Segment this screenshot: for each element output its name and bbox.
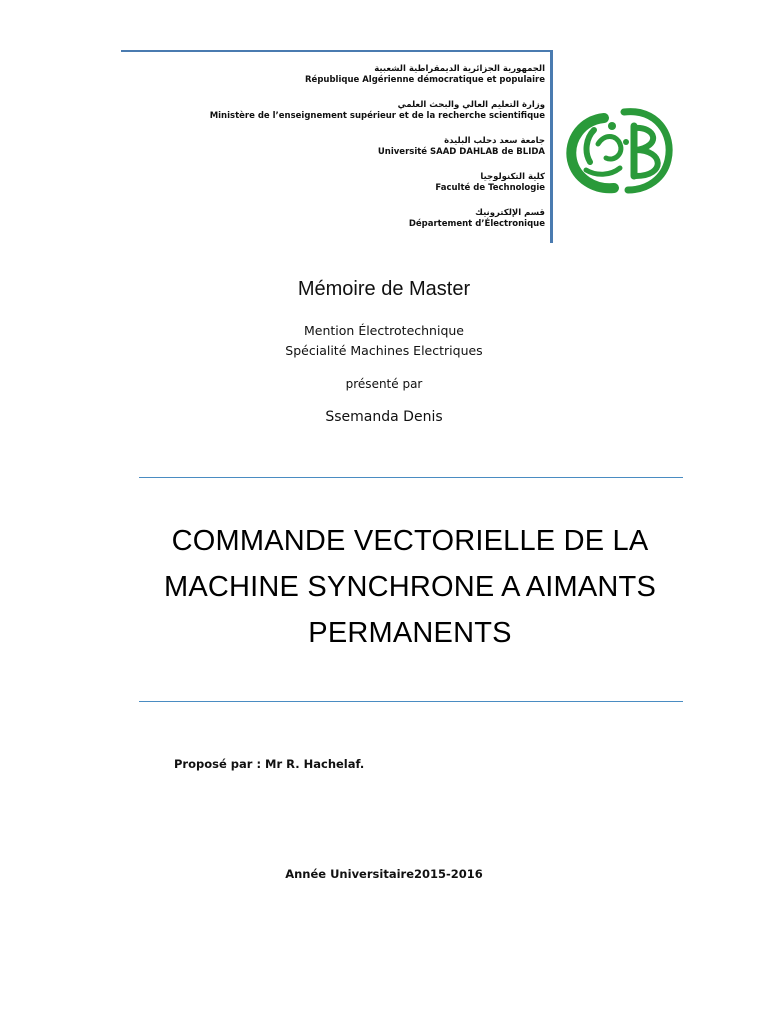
- ministry-french: Ministère de l’enseignement supérieur et de la recherche scientifique: [209, 111, 545, 121]
- faculty-french: Faculté de Technologie: [435, 183, 545, 193]
- ministry-arabic: وزارة التعليم العالي والبحث العلمي: [397, 100, 545, 110]
- memoire-title: Mémoire de Master: [297, 278, 471, 300]
- header-top-rule: [121, 50, 553, 52]
- author-name: Ssemanda Denis: [325, 409, 443, 425]
- specialite-line: Spécialité Machines Electriques: [285, 343, 483, 358]
- faculty-arabic: كلية التكنولوجيا: [480, 172, 545, 182]
- thesis-title-line-1: COMMANDE VECTORIELLE DE LA: [171, 525, 649, 557]
- department-french: Département d’Électronique: [408, 219, 545, 229]
- mention-line: Mention Électrotechnique: [304, 323, 464, 338]
- institution-lines: [125, 64, 545, 244]
- supervisor-line: Proposé par : Mr R. Hachelaf.: [174, 757, 365, 771]
- thesis-title: [130, 518, 690, 656]
- department-arabic: قسم الإلكترونيك: [475, 208, 545, 218]
- university-french: Université SAAD DAHLAB de BLIDA: [377, 147, 545, 157]
- academic-year: Année Universitaire2015-2016: [285, 867, 483, 881]
- thesis-title-line-3: PERMANENTS: [308, 617, 512, 649]
- title-top-rule: [139, 477, 683, 478]
- university-arabic: جامعة سعد دحلب البليدة: [444, 136, 545, 146]
- republic-arabic: الجمهورية الجزائرية الديمقراطية الشعبية: [374, 64, 545, 74]
- header-right-rule: [550, 50, 553, 243]
- institution-header: [121, 50, 553, 242]
- thesis-title-line-2: MACHINE SYNCHRONE A AIMANTS: [163, 571, 657, 603]
- presente-par-label: présenté par: [345, 377, 423, 391]
- title-bottom-rule: [139, 701, 683, 702]
- republic-french: République Algérienne démocratique et populaire: [305, 75, 545, 85]
- university-logo-icon: [564, 104, 674, 196]
